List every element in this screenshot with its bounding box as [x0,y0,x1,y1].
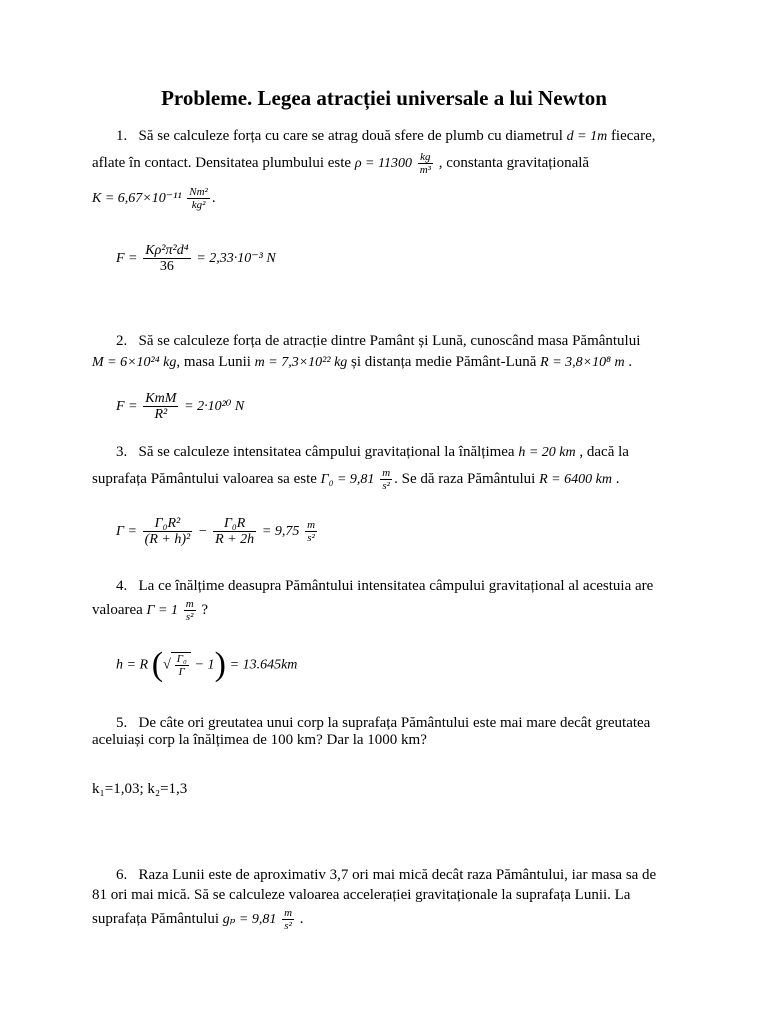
fraction-denominator: 36 [159,259,174,274]
problem-text: De câte ori greutatea unui corp la suprafața Pământului este mai mare decât greutatea [138,715,651,731]
math-fraction [380,467,392,492]
fraction-denominator: (R + h)² [144,532,191,547]
problem-4-line-2 [92,598,208,623]
math-operator: − [197,523,208,539]
fraction-numerator: Γ₀R² [143,516,193,532]
problem-number: 1. [116,128,128,144]
fraction-numerator: kg [418,151,433,164]
problem-6-line-3 [92,907,304,932]
problem-text: fiecare, [610,128,656,144]
problem-text: . [615,470,620,487]
problem-text: aceluiași corp la înălțimea de 100 km? Dar la 1000 km? [92,732,427,748]
fraction-numerator: Nm² [189,186,208,198]
problem-text: suprafața Pământului valoarea sa este [92,470,317,487]
math-fraction [187,186,210,211]
math-earth-gravity: gₚ = 9,81 [222,911,277,927]
formula-lhs: h = R [116,657,148,673]
problem-text: . Se dă raza Pământului [394,470,536,487]
formula-rhs: = 2,33·10⁻³ N [196,250,276,266]
formula-rhs: = 9,75 [261,523,300,539]
math-field-surface: Γ₀ = 9,81 [320,471,375,487]
problem-text: Raza Lunii este de aproximativ 3,7 ori mai mică decât raza Pământului, iar masa sa de [138,867,657,883]
fraction-denominator: m³ [419,164,431,176]
math-fraction [282,907,294,932]
problem-text: ? [201,601,209,618]
problem-number: 4. [116,578,128,594]
problem-text: Să se calculeze intensitatea câmpului gravitațional la înălțimea [138,444,515,460]
math-distance: R = 3,8×10⁸ m [540,355,625,370]
fraction-denominator: s² [284,920,292,932]
math-fraction [418,151,433,176]
problem-text: 81 ori mai mică. Să se calculeze valoarea accelerației gravitaționale la suprafața Lunii. La [92,887,631,903]
math-density: ρ = 11300 [354,155,412,171]
formula-rhs: = 2·10²⁰ N [184,398,245,414]
problem-number: 2. [116,333,128,349]
page-title: Probleme. Legea atracției universale a lui Newton [161,86,607,110]
problem-6-line-2 [92,886,630,905]
problem-6-line-1 [116,866,656,885]
problem-text: Să se calculeze forța de atracție dintre Pamânt și Lună, cunoscând masa Pământului [138,333,641,349]
math-constant: K = 6,67×10⁻¹¹ [92,190,182,206]
fraction-numerator: KmM [145,391,177,406]
math-field-value: Γ = 1 [146,602,178,618]
problem-text: aflate în contact. Densitatea plumbului este [92,154,352,171]
fraction-denominator: R² [154,407,168,422]
problem-text: . [299,910,304,927]
problem-5-answer: k₁=1,03; k₂=1,3 [92,781,188,797]
math-fraction [305,519,317,544]
formula-rhs: = 13.645km [229,657,298,673]
problem-text: La ce înălțime deasupra Pământului intensitatea câmpului gravitațional al acestuia are [138,578,654,594]
problem-text: , constanta gravitațională [438,154,590,171]
problem-1-line-2 [92,151,589,176]
problem-2-line-1 [116,332,640,351]
problem-1-line-1 [116,127,655,146]
problem-3-formula [116,516,319,547]
fraction-numerator: Γ₀R [213,516,256,532]
problem-1-line-3: K = 6,67×10⁻¹¹ $\frac{\text{Nm²}}{\text{kg²}}$ . [92,186,216,211]
sqrt-sign: √ [163,657,171,673]
problem-text: , masa Lunii [176,354,251,370]
problem-text: . [628,354,633,370]
fraction-numerator: Kρ²π²d⁴ [145,243,189,258]
math-fraction [184,598,196,623]
problem-text: valoarea [92,601,143,618]
math-moon-mass: m = 7,3×10²² kg [254,355,348,370]
problem-1-formula [116,243,276,274]
problem-5-line-2 [92,731,427,750]
math-fraction [143,516,193,547]
fraction-numerator: m [382,467,391,479]
fraction-numerator: m [284,907,293,919]
math-fraction [143,391,178,422]
math-fraction [213,516,256,547]
problem-number: 3. [116,444,128,460]
math-height: h = 20 km [518,445,576,460]
problem-3-line-2 [92,467,619,492]
problem-2-formula [116,391,244,422]
fraction-numerator: Γ₀ [176,653,187,665]
problem-4-line-1 [116,577,653,596]
math-sqrt [171,652,191,678]
problem-text: , dacă la [579,444,629,460]
math-radius: R = 6400 km [539,471,612,487]
fraction-denominator: s² [185,611,194,623]
formula-lhs: Γ = [116,523,137,539]
math-earth-mass: M = 6×10²⁴ kg [92,355,177,370]
problem-3-line-1 [116,443,629,462]
fraction-denominator: kg² [191,199,206,211]
fraction-denominator: Γ [178,666,185,678]
formula-lhs: F = [116,398,138,414]
math-operator: − 1 [194,657,215,673]
math-fraction [143,243,190,274]
problem-number: 5. [116,715,128,731]
math-paren-left: ( [151,646,164,683]
fraction-numerator: m [185,598,194,610]
problem-text: Să se calculeze forța cu care se atrag două sfere de plumb cu diametrul [138,128,563,144]
math-fraction [175,653,189,678]
problem-text: suprafața Pământului [92,910,220,927]
fraction-denominator: s² [307,532,315,544]
math-diameter: d = 1m [566,129,608,144]
fraction-denominator: R + 2h [215,532,255,547]
fraction-numerator: m [307,519,316,531]
problem-2-line-2 [92,353,632,372]
problem-number: 6. [116,867,128,883]
math-paren-right: ) [214,646,226,683]
problem-text: și distanța medie Pământ-Lună [351,354,537,370]
formula-lhs: F = [116,250,138,266]
problem-4-formula [116,648,297,682]
fraction-denominator: s² [382,480,390,492]
